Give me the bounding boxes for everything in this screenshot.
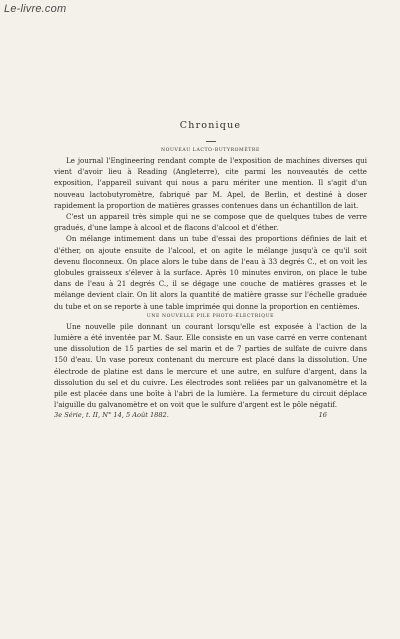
section-title-2: UNE NOUVELLE PILE PHOTO-ÉLECTRIQUE bbox=[146, 313, 275, 319]
watermark: Le-livre.com bbox=[4, 3, 67, 15]
paragraph: Une nouvelle pile donnant un courant lorsqu'elle est exposée à l'action de la lumière a été inventée par M. Saur. Elle consiste en un vase carré en verre contenant une dissolution de 15 parties de sel marin et de 7 parties de sulfate de cuivre dans 150 d'eau. Un vase poreux contenant du mercure est placé dans la dissolution. Une électrode de platine est dans le mercure et une autre, en sulfure d'argent, dans la dissolution du sel et du cuivre. Les électrodes sont reliées par un galvanomètre et la pile est placée dans une boîte à l'abri de la lumière. La fermeture du circuit déplace l'aiguille du galvanomètre et on voit que le sulfure d'argent est le pôle négatif. bbox=[54, 321, 367, 410]
article-body bbox=[54, 120, 367, 419]
page-number: 16 bbox=[318, 411, 327, 420]
paragraph: On mélange intimement dans un tube d'essai des proportions définies de lait et d'éther, on ajoute ensuite de l'alcool, et on agite le mélange jusqu'à ce qu'il soit devenu floconneux. On place alors le tube dans de l'eau à 33 degrés C., et on voit les globules graisseux s'élever à la surface. Après 10 minutes environ, on place le tube dans de l'eau à 21 degrés C., il se dégage une couche de matières grasses et le mélange devient clair. On lit alors la quantité de matière grasse sur l'échelle graduée du tube et on se reporte à une table imprimée qui donne la proportion en centièmes. bbox=[54, 234, 367, 311]
paragraph: Le journal l'Engineering rendant compte de l'exposition de machines diverses qui vient d'avoir lieu à Reading (Angleterre), cite parmi les nouveautés de cette exposition, l'appareil suivant qui nous a paru mériter une mention. Il s'agit d'un nouveau lactobutyromètre, fabriqué par M. Apel, de Berlin, et destiné à doser rapidement la proportion de matières grasses contenues dans un échantillon de lait. bbox=[54, 156, 367, 210]
paragraph: C'est un appareil très simple qui ne se compose que de quelques tubes de verre gradués, d'une lampe à alcool et de flacons d'alcool et d'éther. bbox=[54, 212, 367, 233]
page-footer bbox=[54, 411, 367, 419]
title-rule bbox=[206, 141, 216, 142]
section-title-1: NOUVEAU LACTO-BUTYROMÈTRE bbox=[161, 148, 260, 153]
page-title: Chronique bbox=[179, 120, 242, 131]
footer-citation: 3e Série, t. II, N° 14, 5 Août 1882. bbox=[54, 411, 169, 420]
